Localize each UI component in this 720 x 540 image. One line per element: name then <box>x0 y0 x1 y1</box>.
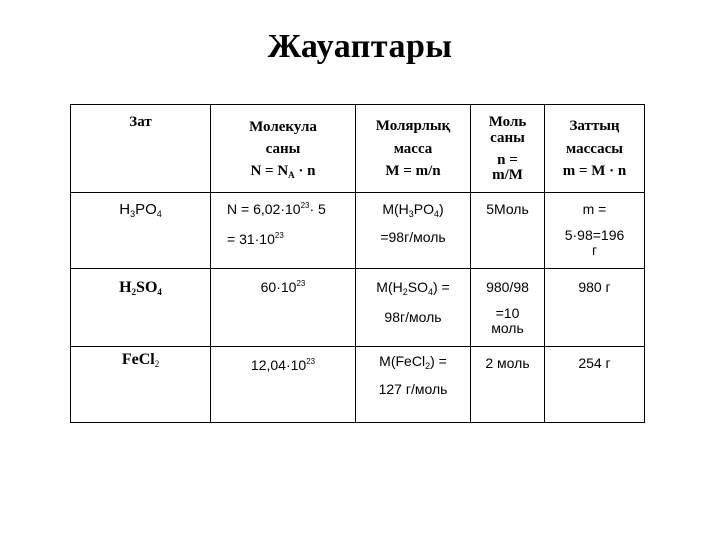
molar-mass-cell <box>356 269 471 347</box>
mass-line1: m = <box>582 201 607 217</box>
moles-value: 2 моль <box>485 355 530 371</box>
answers-table <box>70 104 645 423</box>
header-row <box>71 105 645 193</box>
moles-line3: моль <box>491 320 524 336</box>
header-mass-formula: m = M · n <box>562 163 627 179</box>
header-molar-mass-line2: масса <box>393 140 433 157</box>
header-mass-line1: Заттың <box>569 118 620 134</box>
substance-formula: $H_2SO_4$ <box>119 279 162 297</box>
molar-mass-line1: M(FeCl$_2$) = <box>379 353 447 371</box>
molecules-value-line2: = $31\cdot 10^{23}$ <box>227 231 284 247</box>
molar-mass-line1: $M(H_3PO_4)$ <box>382 201 444 219</box>
header-molar-mass <box>356 105 471 193</box>
header-molecules <box>211 105 356 193</box>
molecules-cell <box>211 269 356 347</box>
moles-cell <box>471 347 545 423</box>
page-title: Жауаптары <box>267 28 453 65</box>
header-substance-label: Зат <box>129 114 152 130</box>
mass-cell <box>545 347 645 423</box>
header-molecules-line1: Молекула <box>249 119 317 135</box>
molecules-value-line1: $12,04\cdot 10^{23}$ <box>250 357 316 373</box>
header-substance <box>71 105 211 193</box>
molar-mass-line2: 127 г/моль <box>378 381 448 397</box>
substance-cell <box>71 269 211 347</box>
mass-cell <box>545 269 645 347</box>
moles-line2: =10 <box>495 305 520 321</box>
molar-mass-line1: $M(H_2SO_4)$ = <box>376 279 450 297</box>
header-moles-line2: саны <box>490 129 525 146</box>
molar-mass-cell <box>356 347 471 423</box>
header-moles-line1: Моль <box>488 114 527 130</box>
molecules-value-line1: $60\cdot 10^{23}$ <box>260 279 306 295</box>
moles-line1: 980/98 <box>486 279 529 295</box>
mass-cell <box>545 193 645 269</box>
moles-cell <box>471 269 545 347</box>
substance-formula: FeCl$_2$ <box>121 351 160 369</box>
header-mass-line2: массасы <box>566 140 623 157</box>
header-molecules-formula: $N = N_A \cdot n$ <box>250 162 316 180</box>
table-row <box>71 269 645 347</box>
header-molar-mass-line1: Молярлық <box>375 118 451 134</box>
molar-mass-cell <box>356 193 471 269</box>
molecules-cell <box>211 347 356 423</box>
molar-mass-line2: 98г/моль <box>384 309 442 325</box>
header-moles-line3: n = <box>497 151 518 168</box>
header-moles-line4: m/M <box>492 167 523 184</box>
substance-formula: $H_3PO_4$ <box>119 201 162 219</box>
substance-cell <box>71 193 211 269</box>
mass-line3: г <box>591 242 598 258</box>
molecules-value-line1: $N = 6,02\cdot 10^{23}\cdot 5$ <box>227 201 326 217</box>
substance-cell <box>71 347 211 423</box>
mass-line1: 254 г <box>578 355 611 371</box>
header-mass <box>545 105 645 193</box>
moles-cell <box>471 193 545 269</box>
mass-line1: 980 г <box>578 279 611 295</box>
mass-line2: 5·98=196 <box>564 227 625 243</box>
table-row <box>71 193 645 269</box>
molar-mass-line2: =98г/моль <box>380 229 446 245</box>
table-row <box>71 347 645 423</box>
header-molecules-line2: саны <box>265 140 301 157</box>
header-molar-mass-formula: M = m/n <box>385 163 441 179</box>
molecules-cell <box>211 193 356 269</box>
header-moles <box>471 105 545 193</box>
moles-value: 5Моль <box>486 201 529 217</box>
